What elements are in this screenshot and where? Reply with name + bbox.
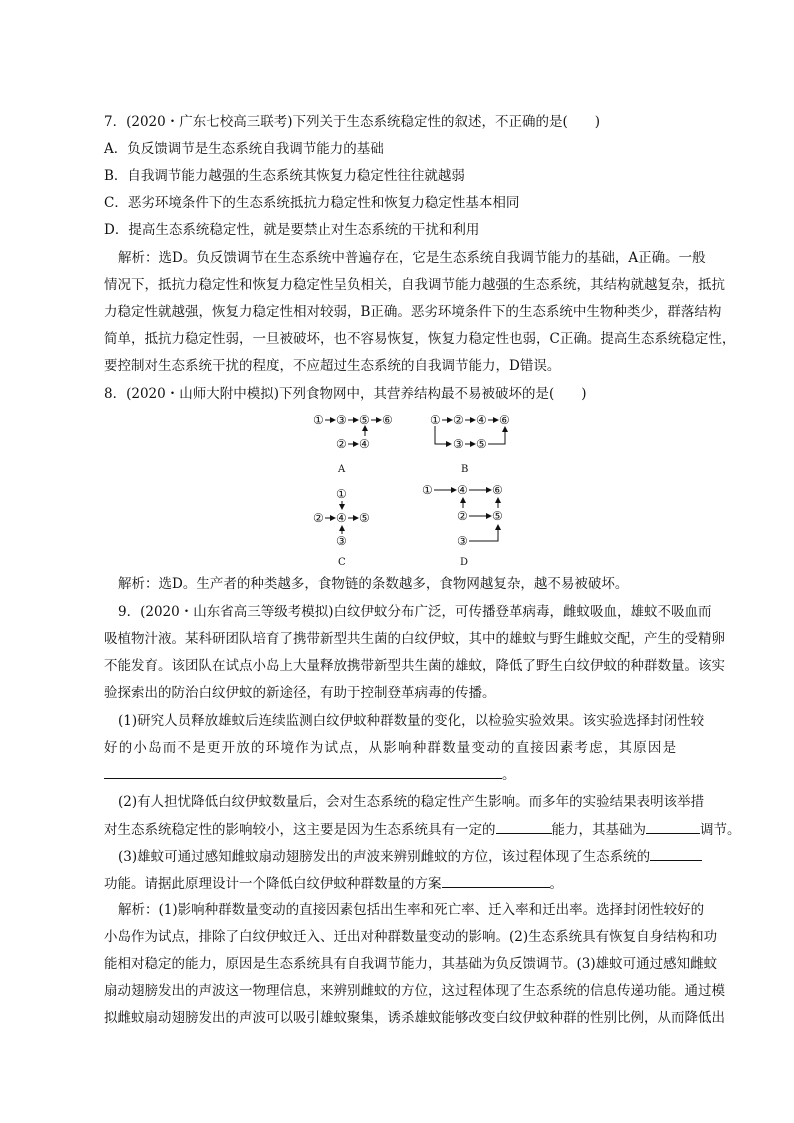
q7-analysis-line: 力稳定性就越强，恢复力稳定性相对较弱，B正确。恶劣环境条件下的生态系统中生物种类少，群落结构: [104, 304, 722, 320]
q9-analysis-line: 拟雌蚊扇动翅膀发出的声波可以吸引雄蚊聚集，诱杀雄蚊能够改变白纹伊蚊种群的性别比例，从而降低出: [104, 1010, 725, 1026]
q9-part2-fill-line: [104, 819, 741, 840]
web-c-node: ③: [336, 534, 347, 548]
food-web-d: [422, 483, 503, 568]
q9-part3-text-a: (3)雄蚊可通过感知雌蚊扇动翅膀发出的声波来辨别雌蚊的方位，该过程体现了生态系统的: [118, 849, 651, 865]
q9-part1-answer-line: [104, 764, 724, 785]
web-c-label: C: [338, 557, 346, 568]
q9-part3-fill-line: [118, 846, 738, 867]
web-b-node: ②: [453, 413, 464, 427]
web-a-node: ②: [336, 437, 347, 451]
answer-blank[interactable]: [650, 846, 702, 861]
q9-analysis-line: 小岛作为试点，排除了白纹伊蚊迁入、迁出对种群数量变动的影响。(2)生态系统具有恢复自身结构和功: [104, 929, 718, 945]
web-b-label: B: [461, 464, 469, 475]
web-d-node: ④: [457, 483, 468, 497]
web-b-node: ⑥: [499, 413, 510, 427]
q9-part1-line: (1)研究人员释放雄蚊后连续监测白纹伊蚊种群数量的变化，以检验实验效果。该实验选择封闭性较: [118, 713, 705, 729]
q7-analysis-line: 解析：选D。负反馈调节在生态系统中普遍存在，它是生态系统自我调节能力的基础，A正确。一般: [118, 250, 706, 266]
q9-analysis-line: 扇动翅膀发出的声波这一物理信息，来辨别雌蚊的方位，这过程体现了生态系统的信息传递功能。通过模: [104, 983, 725, 999]
q9-analysis-line: 解析：(1)影响种群数量变动的直接因素包括出生率和死亡率、迁入率和迁出率。选择封闭性较好的: [118, 902, 705, 918]
web-c-node: ⑤: [359, 511, 370, 525]
web-a-node: ④: [359, 437, 370, 451]
q9-analysis-line: 能相对稳定的能力，原因是生态系统具有自我调节能力，其基础为负反馈调节。(3)雄蚊可通过感知雌蚊: [104, 956, 718, 972]
q7-stem: 7．(2020・广东七校高三联考)下列关于生态系统稳定性的叙述，不正确的是( ): [104, 114, 601, 130]
q9-part1-end: 。: [502, 767, 516, 783]
q9-intro-line: 验探索出的防治白纹伊蚊的新途径，有助于控制登革病毒的传播。: [104, 685, 496, 701]
web-d-node: ①: [422, 483, 433, 497]
q9-part2-text-a: 对生态系统稳定性的影响较小，这主要是因为生态系统具有一定的: [104, 822, 496, 838]
web-c-node: ①: [336, 487, 347, 501]
web-d-node: ⑤: [492, 509, 503, 523]
web-b-node: ③: [453, 437, 464, 451]
q9-part3-text-b: 功能。请据此原理设计一个降低白纹伊蚊种群数量的方案: [104, 876, 442, 892]
q7-option-a: A．负反馈调节是生态系统自我调节能力的基础: [104, 141, 384, 157]
web-a-node: ⑤: [359, 413, 370, 427]
web-d-node: ③: [457, 534, 468, 548]
web-a-node: ①: [313, 413, 324, 427]
q9-intro-line: 吸植物汁液。某科研团队培育了携带新型共生菌的白纹伊蚊，其中的雄蚊与野生雌蚊交配，产生的受精卵: [104, 631, 725, 647]
answer-blank[interactable]: [104, 764, 502, 779]
q7-option-d: D．提高生态系统稳定性，就是要禁止对生态系统的干扰和利用: [104, 222, 480, 238]
q9-part3-text-c: 。: [549, 876, 563, 892]
web-a-node: ③: [336, 413, 347, 427]
q7-option-c: C．恶劣环境条件下的生态系统抵抗力稳定性和恢复力稳定性基本相同: [104, 195, 520, 211]
web-a-node: ⑥: [382, 413, 393, 427]
food-web-figure: [300, 402, 540, 572]
q9-intro-line: 9．(2020・山东省高三等级考模拟)白纹伊蚊分布广泛，可传播登革病毒，雌蚊吸血，雄蚊不吸血而: [118, 604, 712, 620]
q9-intro-line: 不能发育。该团队在试点小岛上大量释放携带新型共生菌的雄蚊，降低了野生白纹伊蚊的种群数量。该实: [104, 658, 725, 674]
q9-part2-text-b: 能力，其基础为: [551, 822, 646, 838]
web-b-node: ④: [476, 413, 487, 427]
q7-analysis-line: 要控制对生态系统干扰的程度，不应超过生态系统的自我调节能力，D错误。: [104, 358, 561, 374]
q8-stem: 8．(2020・山师大附中模拟)下列食物网中，其营养结构最不易被破坏的是( ): [104, 386, 587, 402]
q7-analysis-line: 简单，抵抗力稳定性弱，一旦被破坏，也不容易恢复，恢复力稳定性也弱，C正确。提高生态系统稳定性，: [104, 331, 736, 347]
q7-analysis-line: 情况下，抵抗力稳定性和恢复力稳定性呈负相关，自我调节能力越强的生态系统，其结构就越复杂，抵抗: [104, 277, 725, 293]
answer-blank[interactable]: [646, 819, 700, 834]
web-d-node: ⑥: [492, 483, 503, 497]
q9-part2-text-c: 调节。: [700, 822, 741, 838]
answer-blank[interactable]: [442, 873, 550, 888]
q7-option-b: B．自我调节能力越强的生态系统其恢复力稳定性往往就越弱: [104, 168, 465, 184]
web-d-node: ②: [457, 509, 468, 523]
q9-part3-fill-line: [104, 873, 724, 894]
web-c-node: ②: [313, 511, 324, 525]
q9-part2-line: (2)有人担忧降低白纹伊蚊数量后，会对生态系统的稳定性产生影响。而多年的实验结果表明该举措: [118, 794, 705, 810]
web-b-node: ①: [430, 413, 441, 427]
web-d-label: D: [460, 557, 469, 568]
web-c-node: ④: [336, 511, 347, 525]
web-a-label: A: [338, 464, 346, 475]
web-b-node: ⑤: [476, 437, 487, 451]
q8-analysis: 解析：选D。生产者的种类越多，食物链的条数越多，食物网越复杂，越不易被破坏。: [118, 576, 629, 592]
food-web-c: [313, 487, 370, 568]
q9-part1-line: 好的小岛而不是更开放的环境作为试点，从影响种群数量变动的直接因素考虑，其原因是: [104, 740, 678, 756]
answer-blank[interactable]: [496, 819, 552, 834]
